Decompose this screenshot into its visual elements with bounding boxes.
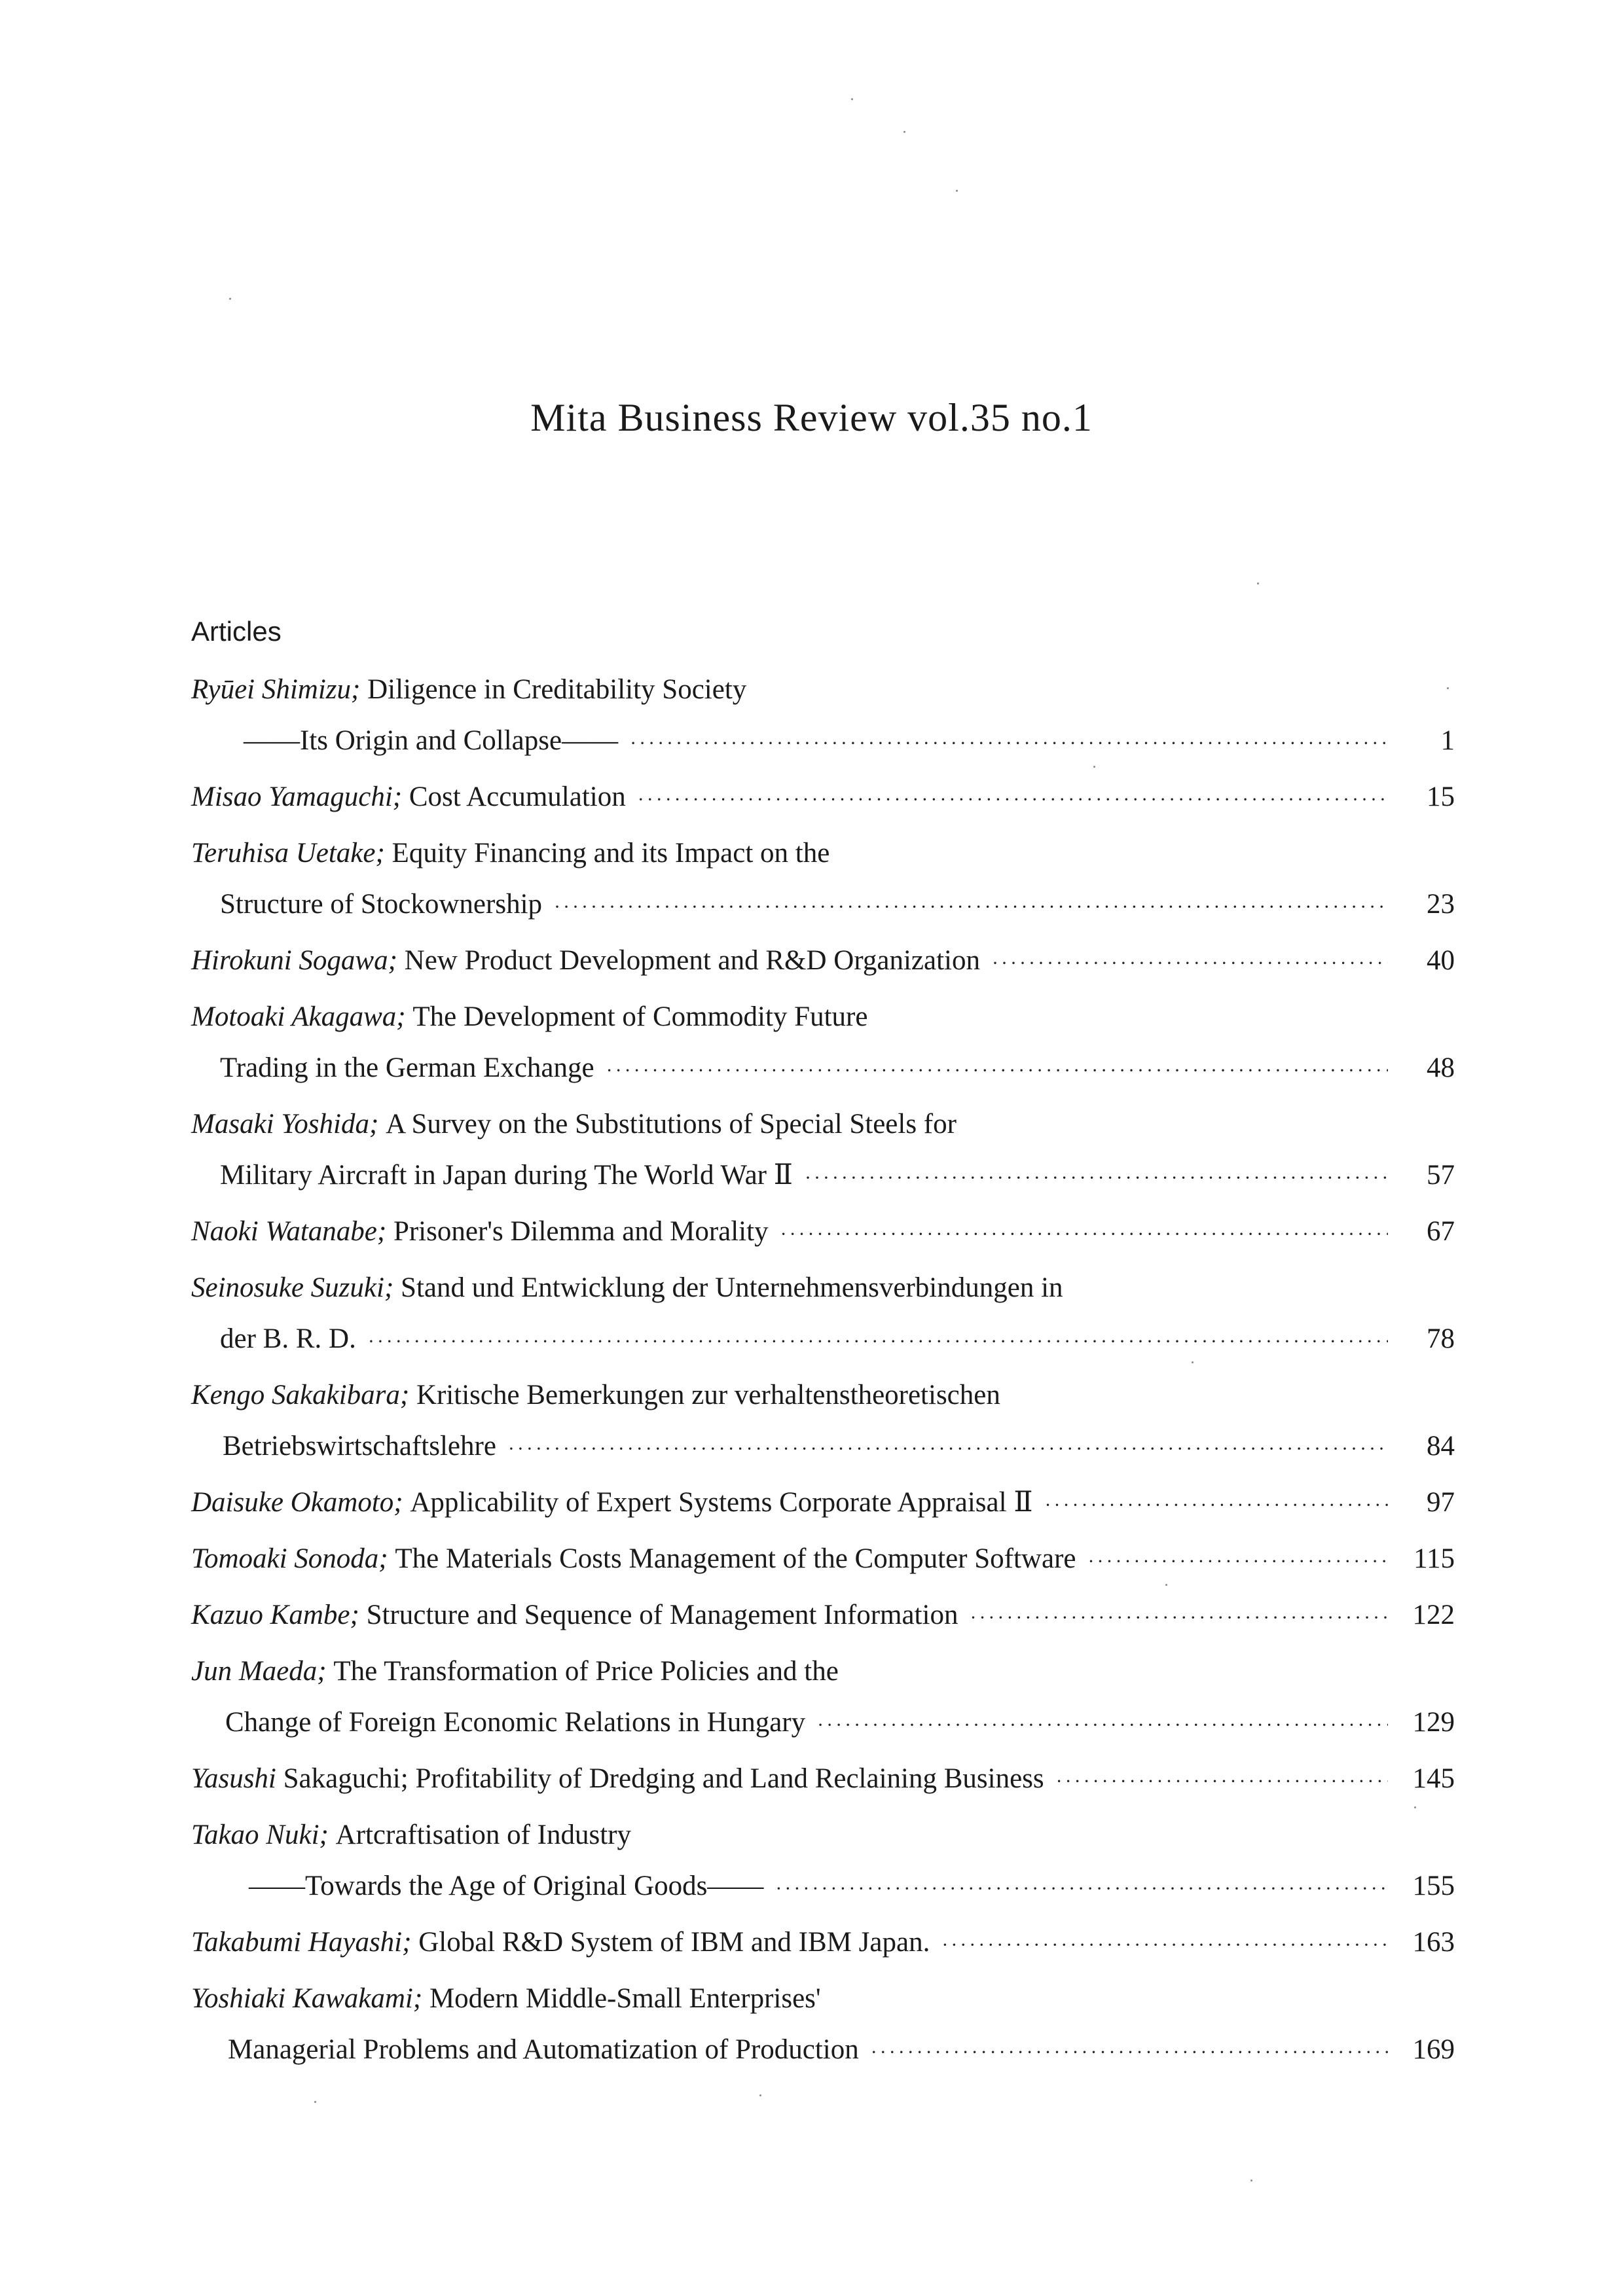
toc-author: Teruhisa Uetake;: [191, 838, 385, 869]
toc-entry-continuation: [223, 1429, 1455, 1463]
toc-title: Applicability of Expert Systems Corporate Appraisal Ⅱ: [410, 1487, 1033, 1518]
toc-author: Motoaki Akagawa;: [191, 1001, 406, 1032]
toc-entry-title: [191, 1000, 1455, 1034]
toc-entry-title: [191, 673, 1455, 707]
toc-author: Ryūei Shimizu;: [191, 674, 361, 705]
scan-speck: [229, 298, 231, 300]
toc-page-number: 67: [1427, 1216, 1455, 1247]
toc-entry-continuation: [220, 1158, 1455, 1193]
toc-entry-continuation: [228, 2033, 1455, 2067]
toc-title: Profitability of Dredging and Land Reclaining Business: [415, 1763, 1044, 1794]
toc-title: Modern Middle-Small Enterprises': [429, 1983, 821, 2014]
leader-dots: [606, 1054, 1388, 1088]
leader-dots: [970, 1601, 1388, 1635]
leader-dots: [630, 726, 1388, 761]
toc-author: Yasushi: [191, 1763, 276, 1794]
toc-entry-continuation: [249, 1869, 1455, 1903]
toc-entry-title: [191, 1378, 1455, 1412]
toc-entry-continuation: [244, 724, 1455, 758]
toc-subtitle: Trading in the German Exchange: [220, 1052, 594, 1083]
toc-page-number: 97: [1427, 1487, 1455, 1518]
toc-author: Takabumi Hayashi;: [191, 1927, 412, 1958]
toc-author: Naoki Watanabe;: [191, 1216, 387, 1247]
toc-entry-title: [191, 1818, 1455, 1852]
leader-dots: [780, 1217, 1388, 1251]
journal-title: Mita Business Review vol.35 no.1: [530, 396, 1093, 439]
toc-author: Takao Nuki;: [191, 1820, 329, 1850]
leader-dots: [508, 1432, 1388, 1466]
toc-page-number: 115: [1413, 1543, 1455, 1574]
leader-dots: [1045, 1488, 1388, 1522]
toc-author-surname: Sakaguchi;: [283, 1763, 409, 1794]
toc-page-number: 169: [1412, 2034, 1455, 2065]
scan-speck: [851, 98, 853, 100]
toc-entry-title: [191, 1215, 1455, 1249]
toc-entry-title: [191, 836, 1455, 870]
toc-page-number: 122: [1412, 1600, 1455, 1630]
scan-speck: [1447, 687, 1449, 689]
toc-title: The Materials Costs Management of the Computer Software: [395, 1543, 1076, 1574]
scan-speck: [956, 190, 958, 192]
toc-subtitle: Change of Foreign Economic Relations in Hungary: [225, 1707, 806, 1738]
toc-author: Kazuo Kambe;: [191, 1600, 359, 1630]
leader-dots: [368, 1325, 1388, 1359]
leader-dots: [805, 1161, 1388, 1195]
scan-speck: [903, 131, 905, 133]
toc-page-number: 155: [1412, 1871, 1455, 1901]
toc-title: Equity Financing and its Impact on the: [392, 838, 830, 869]
toc-author: Jun Maeda;: [191, 1656, 327, 1687]
toc-page-number: 48: [1427, 1052, 1455, 1083]
toc-entry-title: [191, 1655, 1455, 1689]
scan-speck: [1192, 1361, 1194, 1363]
toc-page-number: 145: [1412, 1763, 1455, 1794]
toc-title: Kritische Bemerkungen zur verhaltenstheoretischen: [416, 1380, 1000, 1410]
toc-entry-title: [191, 1542, 1455, 1576]
toc-page-number: 129: [1412, 1707, 1455, 1738]
toc-subtitle: der B. R. D.: [220, 1323, 356, 1354]
toc-subtitle: Betriebswirtschaftslehre: [223, 1431, 496, 1462]
toc-title: Prisoner's Dilemma and Morality: [393, 1216, 769, 1247]
toc-entry-continuation: [220, 1322, 1455, 1356]
toc-title: The Transformation of Price Policies and the: [333, 1656, 839, 1687]
toc-author: Yoshiaki Kawakami;: [191, 1983, 423, 2014]
leader-dots: [941, 1928, 1388, 1962]
toc-subtitle: ——Its Origin and Collapse——: [244, 725, 619, 756]
leader-dots: [817, 1708, 1388, 1742]
toc-title: The Development of Commodity Future: [412, 1001, 868, 1032]
toc-entry-title: [191, 1762, 1455, 1796]
scan-speck: [1414, 1806, 1416, 1808]
toc-entry-continuation: [220, 1051, 1455, 1085]
leader-dots: [992, 946, 1388, 980]
toc-title: Stand und Entwicklung der Unternehmensverbindungen in: [401, 1272, 1063, 1303]
toc-entry-title: [191, 1926, 1455, 1960]
toc-subtitle: Military Aircraft in Japan during The World War Ⅱ: [220, 1160, 793, 1191]
toc-page-number: 1: [1440, 725, 1455, 756]
toc-page-number: 84: [1427, 1431, 1455, 1462]
toc-title: Structure and Sequence of Management Information: [366, 1600, 958, 1630]
toc-author: Kengo Sakakibara;: [191, 1380, 410, 1410]
toc-page-number: 163: [1412, 1927, 1455, 1958]
toc-title: A Survey on the Substitutions of Special Steels for: [386, 1109, 957, 1139]
section-label: Articles: [191, 616, 282, 647]
scan-speck: [1257, 583, 1259, 584]
toc-entry-title: [191, 780, 1455, 814]
toc-entry-title: [191, 1486, 1455, 1520]
toc-title: Cost Accumulation: [409, 781, 626, 812]
toc-author: Tomoaki Sonoda;: [191, 1543, 388, 1574]
leader-dots: [554, 890, 1388, 924]
leader-dots: [871, 2036, 1388, 2070]
toc-author: Masaki Yoshida;: [191, 1109, 379, 1139]
toc-author: Misao Yamaguchi;: [191, 781, 403, 812]
scan-speck: [1093, 766, 1095, 768]
toc-entry-title: [191, 1271, 1455, 1305]
toc-subtitle: Managerial Problems and Automatization of Production: [228, 2034, 859, 2065]
toc-page-number: 78: [1427, 1323, 1455, 1354]
toc-subtitle: ——Towards the Age of Original Goods——: [249, 1871, 764, 1901]
toc-entry-continuation: [225, 1706, 1455, 1740]
scan-speck: [1165, 1584, 1167, 1586]
toc-title: Artcraftisation of Industry: [335, 1820, 631, 1850]
leader-dots: [775, 1872, 1388, 1906]
toc-entry-title: [191, 1598, 1455, 1632]
leader-dots: [1056, 1765, 1388, 1799]
toc-page-number: 23: [1427, 889, 1455, 920]
toc-page-number: 15: [1427, 781, 1455, 812]
scan-speck: [1250, 2179, 1252, 2181]
toc-author: Hirokuni Sogawa;: [191, 945, 397, 976]
toc-title: New Product Development and R&D Organization: [404, 945, 980, 976]
toc-author: Seinosuke Suzuki;: [191, 1272, 394, 1303]
scan-speck: [314, 2101, 316, 2103]
toc-title: Diligence in Creditability Society: [367, 674, 747, 705]
toc-author: Daisuke Okamoto;: [191, 1487, 403, 1518]
toc-entry-title: [191, 1107, 1455, 1141]
toc-subtitle: Structure of Stockownership: [220, 889, 543, 920]
toc-page-number: 57: [1427, 1160, 1455, 1191]
leader-dots: [1087, 1545, 1388, 1579]
toc-entry-title: [191, 944, 1455, 978]
toc-title: Global R&D System of IBM and IBM Japan.: [418, 1927, 930, 1958]
leader-dots: [638, 783, 1388, 817]
toc-entry-continuation: [220, 888, 1455, 922]
toc-page-number: 40: [1427, 945, 1455, 976]
scan-speck: [759, 2094, 761, 2096]
toc-entry-title: [191, 1982, 1455, 2016]
